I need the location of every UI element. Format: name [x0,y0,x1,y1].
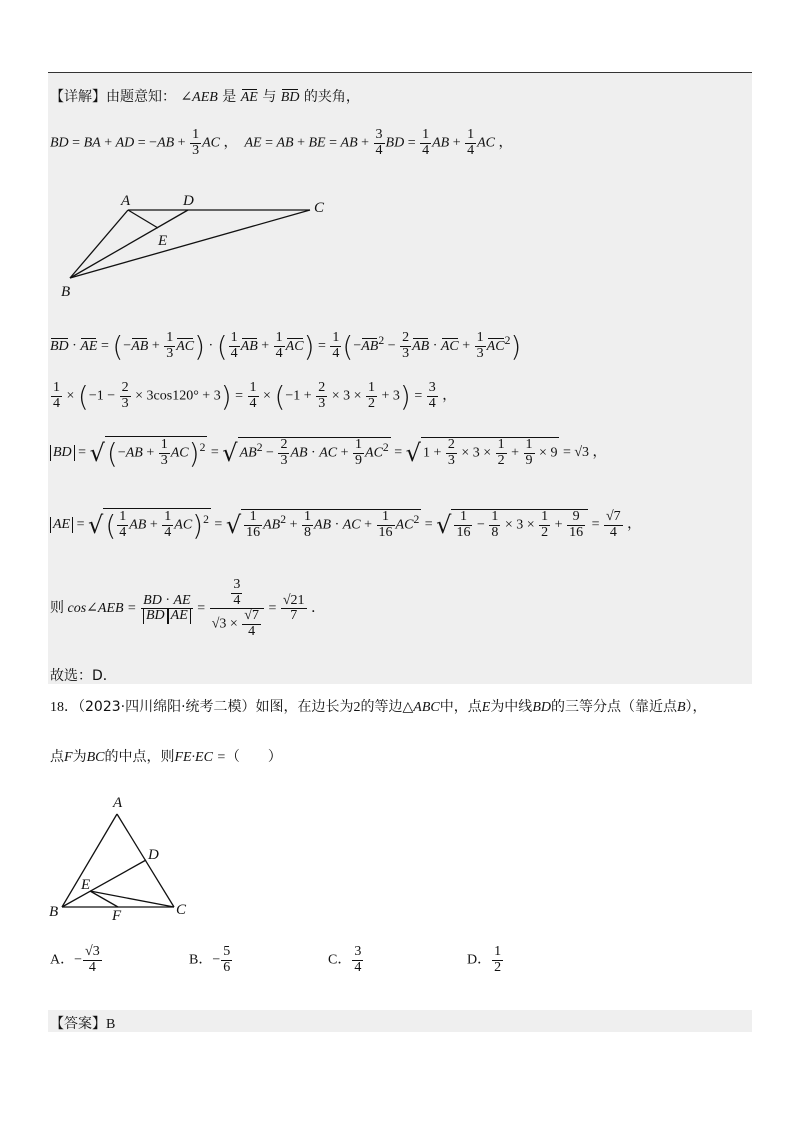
fig2-label-e: E [81,877,91,893]
detail-line [50,86,360,106]
fig2-label-c: C [176,902,187,918]
option-c[interactable]: C． $\frac{3}{4}$ [328,944,362,975]
cos-result: $\frac{√21}{7}$ [282,592,305,624]
fig2-label-b: B [49,904,59,920]
segment-ec-2 [90,891,174,907]
cos-lhs: cos∠AEB = [67,601,137,617]
cos-fraction: $\frac{BD \cdot AE}{\text{BD AE}}$ [141,594,193,624]
segment-ae [128,210,158,228]
fig1-label-d: D [183,193,194,209]
dot-product-eval-line: $\frac{1}{4}$ × (−1 − $\frac{2}{3}$ × 3cos120° + 3) = $\frac{1}{4}$ × (−1 + $\frac{2}{3}$ × 3 × $\frac{1}{2}$ + 3) = $\frac{3}{4}$ ， [53,380,457,413]
fig1-label-e: E [158,233,168,249]
fig2-label-d: D [148,847,159,863]
tail-text: 的夹角， [303,89,360,105]
angle-aeb: ∠AEB [180,90,218,105]
problem-number: 18． [50,700,78,715]
is-text: 是 [222,89,237,105]
fig1-label-b: B [61,284,71,300]
option-b[interactable]: B．− $\frac{5}{6}$ [189,944,231,975]
vector-ae: AE [240,90,258,105]
vector-bd: BD [280,90,300,105]
vector-expansion-line: BD = BA + AD = −AB + $\frac{1}{3}$ AC ， AE = AB + BE = AB + $\frac{3}{4}$ BD = $\frac{1}{4}$ AB + $\frac{1}{4}$ AC ， [50,127,513,158]
answer-value: B [106,1017,116,1032]
fig2-label-f: F [112,908,122,924]
dot-product-line: BD · AE = (−AB + $\frac{1}{3}$ AC) · ( $\frac{1}{4}$ AB + $\frac{1}{4}$ AC) = $\frac{1}{4}$ ($-AB^2$ − $\frac{2}{3}$ AB · AC + $\frac{1}{3}$ $AC^2$) [50,330,522,363]
segment-bc [70,210,310,278]
figure-triangle-abc-2 [45,792,205,927]
segment-bd [70,210,188,278]
answer-block [48,1010,752,1032]
fig2-label-a: A [113,795,123,811]
and-text: 与 [262,89,277,105]
detail-intro: 由题意知： [106,89,176,105]
ze-text: 则 [50,600,64,617]
question-expr: FE·EC = [174,750,226,765]
segment-ab-2 [62,814,117,907]
triangle-abc: △ABC [402,700,440,715]
segment-bd-2 [62,860,146,907]
detail-label: 【详解】 [50,89,106,105]
segment-ab [70,210,128,278]
option-a[interactable]: A．− $\frac{√3}{4}$ [50,944,100,975]
cos-value-fraction: $\frac{3}{4}$ √3 × $\frac{√7}{4}$ [210,578,264,640]
conclusion-line: 则 cos∠AEB = $\frac{BD \cdot AE}{\text{BD AE}}$ = $\frac{3}{4}$ √3 × $\frac{√7}{4}$ = $\frac{√21}{7}$ ． [50,577,326,640]
choose-line: 故选：D． [50,668,117,684]
figure-triangle-abc-1 [55,190,355,305]
ae-magnitude-line: AE = √( $\frac{1}{4}$ AB + $\frac{1}{4}$ AC)$^2$ = √ $\frac{1}{16}$ $AB^2$ + $\frac{1}{8}$ AB · AC + $\frac{1}{16}$ $AC^2$ = √ $\frac{1}{16}$ − $\frac{1}{8}$ × 3 × $\frac{1}{2}$ + $\frac{9}{16}$ = $\frac{√7}{4}$ ， [50,508,641,542]
answer-line [50,1013,115,1033]
option-d[interactable]: D． $\frac{1}{2}$ [467,944,502,975]
problem-18-line-1: 18．（2023·四川绵阳·统考二模）如图，在边长为2的等边△ABC中，点E为中线BD的三等分点（靠近点B）， [50,699,707,715]
problem-source: （2023·四川绵阳·统考二模） [78,699,256,715]
fig1-label-c: C [314,200,325,216]
fig1-label-a: A [121,193,131,209]
problem-18-line-2: 点F为BC的中点，则FE·EC =（ ） [50,749,282,765]
bd-magnitude-line: BD = √(−AB + $\frac{1}{3}$ AC)$^2$ = √ $AB^2$ − $\frac{2}{3}$ AB · AC + $\frac{1}{9}$ $AC^2$ = √ 1 + $\frac{2}{3}$ × 3 × $\frac{1}{2}$ + $\frac{1}{9}$ × 9 = √3 ， [50,436,607,470]
answer-label: 【答案】 [50,1016,106,1032]
